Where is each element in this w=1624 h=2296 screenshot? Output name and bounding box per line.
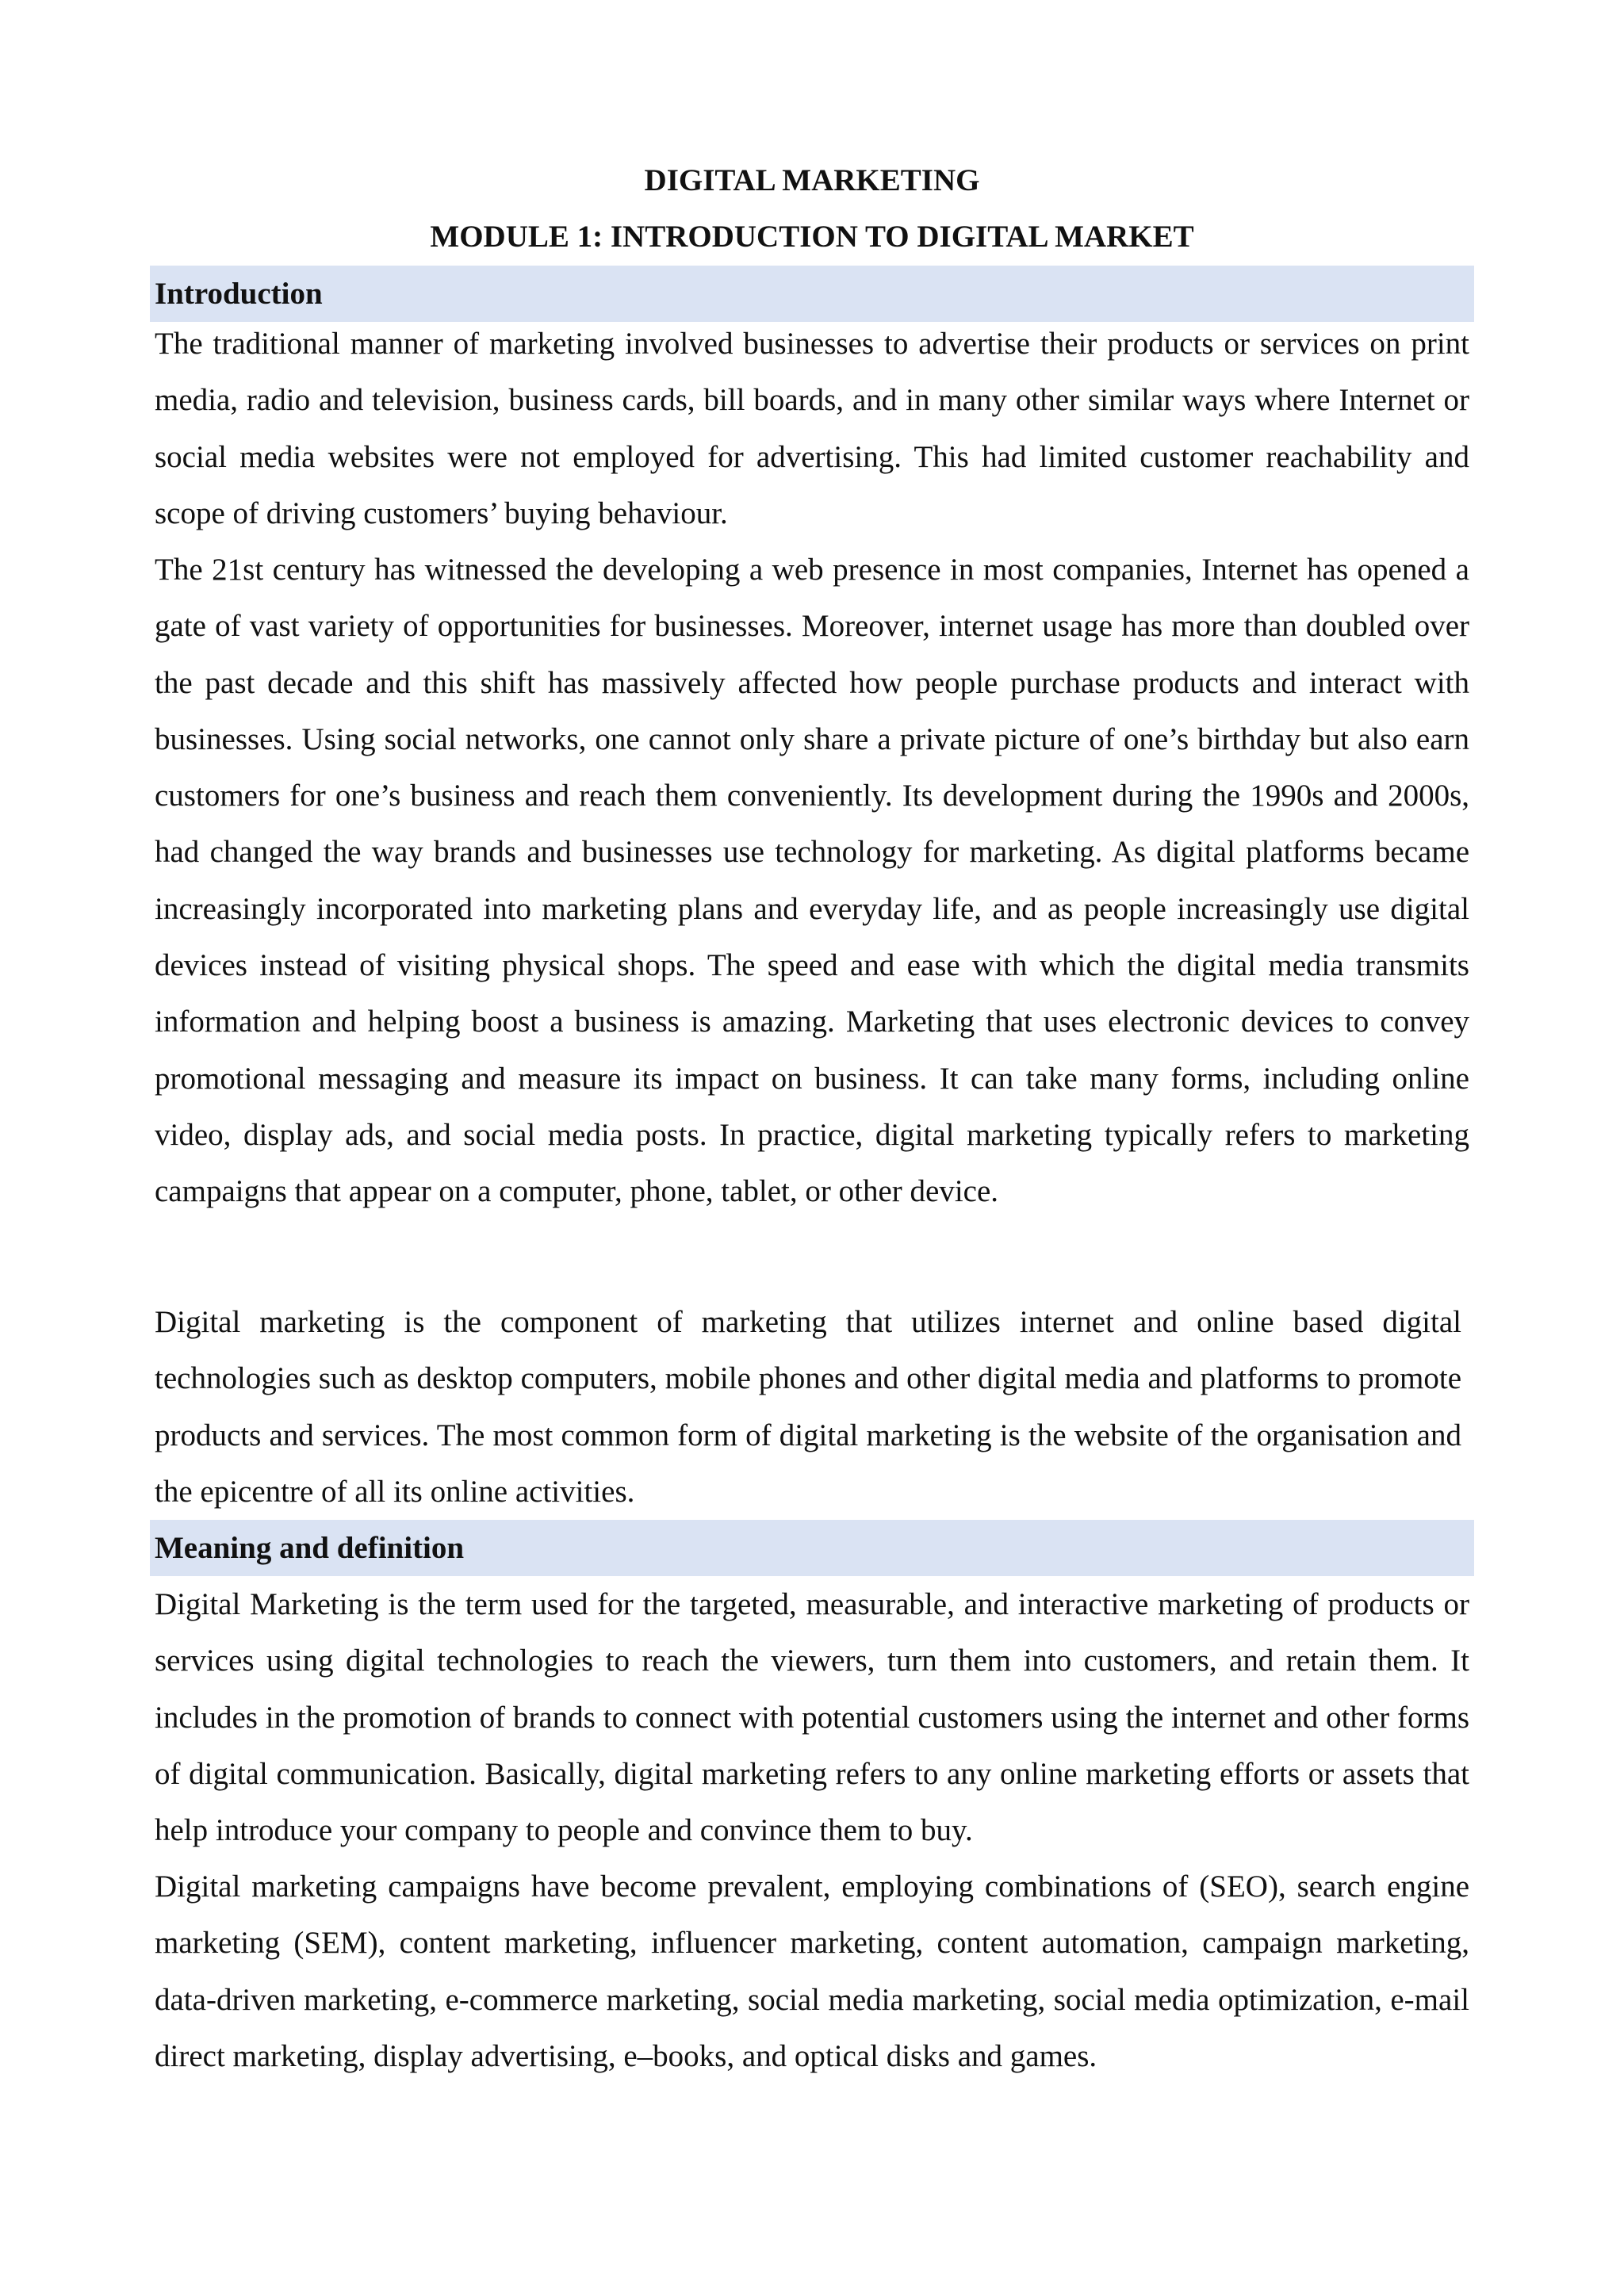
- introduction-paragraph-3: Digital marketing is the component of marketing that utilizes internet and online based digital technologies such as desktop computers, mobile phones and other digital media and platforms to promote products and services. The most common form of digital marketing is the website of the organisation and the epicentre of all its online activities.: [155, 1305, 1461, 1509]
- meaning-paragraph-1: Digital Marketing is the term used for the targeted, measurable, and interactive marketing of products or services using digital technologies to reach the viewers, turn them into customers, and retain them. It includes in the promotion of brands to connect with potential customers using the internet and other forms of digital communication. Basically, digital marketing refers to any online marketing efforts or assets that help introduce your company to people and convince them to buy.: [155, 1587, 1469, 1848]
- introduction-paragraph-2: The 21st century has witnessed the developing a web presence in most companies, Internet has opened a gate of vast variety of opportunities for businesses. Moreover, internet usage has more than doubled over the past decade and this shift has massively affected how people purchase products and interact with businesses. Using social networks, one cannot only share a private picture of one’s birthday but also earn customers for one’s business and reach them conveniently. Its development during the 1990s and 2000s, had changed the way brands and businesses use technology for marketing. As digital platforms became increasingly incorporated into marketing plans and everyday life, and as people increasingly use digital devices instead of visiting physical shops. The speed and ease with which the digital media transmits information and helping boost a business is amazing. Marketing that uses electronic devices to convey promotional messaging and measure its impact on business. It can take many forms, including online video, display ads, and social media posts. In practice, digital marketing typically refers to marketing campaigns that appear on a computer, phone, tablet, or other device.: [155, 553, 1469, 1209]
- introduction-paragraph-1: The traditional manner of marketing involved businesses to advertise their products or services on print media, radio and television, business cards, bill boards, and in many other similar ways where Internet or social media websites were not employed for advertising. This had limited customer reachability and scope of driving customers’ buying behaviour.: [155, 327, 1469, 530]
- meaning-paragraph-2: Digital marketing campaigns have become prevalent, employing combinations of (SEO), search engine marketing (SEM), content marketing, influencer marketing, content automation, campaign marketing, data-driven marketing, e-commerce marketing, social media marketing, social media optimization, e-mail direct marketing, display advertising, e–books, and optical disks and games.: [155, 1869, 1469, 2073]
- module-title: MODULE 1: INTRODUCTION TO DIGITAL MARKET: [430, 220, 1194, 254]
- section-heading-introduction: Introduction: [150, 266, 1474, 322]
- section-heading-meaning: Meaning and definition: [150, 1520, 1474, 1576]
- title-block: [0, 152, 1624, 265]
- document-title: DIGITAL MARKETING: [644, 163, 980, 197]
